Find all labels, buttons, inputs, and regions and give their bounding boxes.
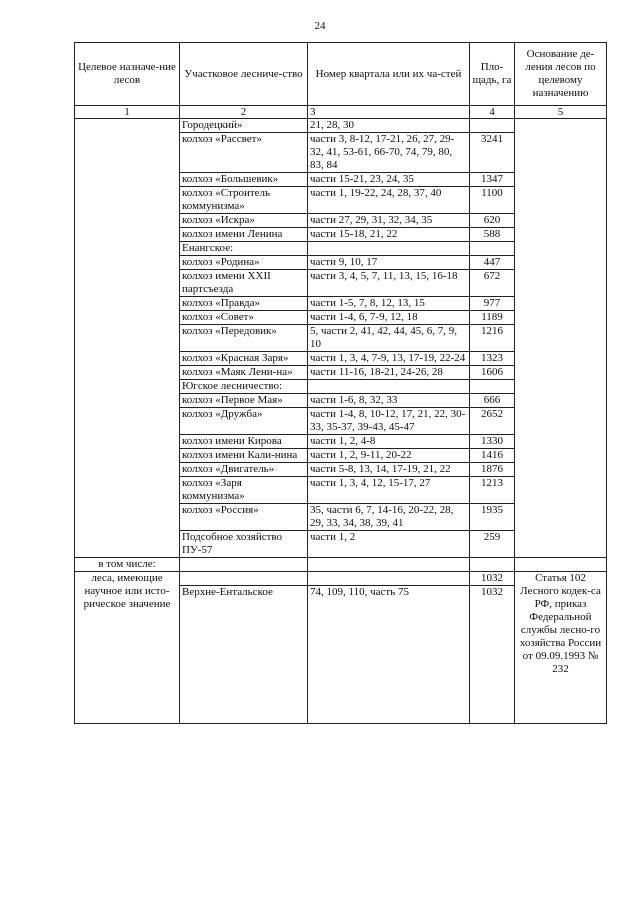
forestry-cell: колхоз «Россия» (180, 504, 308, 531)
header-area: Пло-щадь, га (470, 43, 515, 106)
forestry-cell: колхоз имени Ленина (180, 228, 308, 242)
area-cell: 1213 (470, 477, 515, 504)
quarters-cell: части 1, 2, 4-8 (308, 435, 470, 449)
section2-total-area: 1032 (470, 572, 515, 586)
quarters-cell: 35, части 6, 7, 14-16, 20-22, 28, 29, 33, 34, 38, 39, 41 (308, 504, 470, 531)
forestry-cell: колхоз «Дружба» (180, 408, 308, 435)
empty-cell (308, 572, 470, 586)
quarters-cell: части 1, 2, 9-11, 20-22 (308, 449, 470, 463)
forestry-cell: колхоз «Большевик» (180, 173, 308, 187)
forestry-cell: Городецкий» (180, 119, 308, 133)
quarters-cell: 5, части 2, 41, 42, 44, 45, 6, 7, 9, 10 (308, 325, 470, 352)
quarters-cell: части 1, 3, 4, 12, 15-17, 27 (308, 477, 470, 504)
area-cell (470, 380, 515, 394)
column-number-row (75, 106, 607, 119)
quarters-cell: части 15-18, 21, 22 (308, 228, 470, 242)
quarters-cell: части 1-4, 6, 7-9, 12, 18 (308, 311, 470, 325)
area-cell: 447 (470, 256, 515, 270)
column-number: 1 (75, 106, 180, 119)
forestry-cell: колхоз имени XXII партсъезда (180, 270, 308, 297)
header-basis: Основание де-ления лесов по целевому назначению (515, 43, 607, 106)
empty-cell (180, 558, 308, 572)
quarters-cell: части 11-16, 18-21, 24-26, 28 (308, 366, 470, 380)
section2-forestry: Верхне-Ентальское (180, 586, 308, 724)
quarters-cell: части 1, 19-22, 24, 28, 37, 40 (308, 187, 470, 214)
header-row (75, 43, 607, 106)
quarters-cell: части 9, 10, 17 (308, 256, 470, 270)
area-cell: 666 (470, 394, 515, 408)
quarters-cell: части 5-8, 13, 14, 17-19, 21, 22 (308, 463, 470, 477)
area-cell: 1323 (470, 352, 515, 366)
forestry-cell: колхоз «Родина» (180, 256, 308, 270)
forestry-cell: колхоз «Передовик» (180, 325, 308, 352)
area-cell: 1330 (470, 435, 515, 449)
section2-total-row (75, 572, 607, 586)
section2-quarters: 74, 109, 110, часть 75 (308, 586, 470, 724)
quarters-cell (308, 242, 470, 256)
area-cell: 1935 (470, 504, 515, 531)
area-cell: 1347 (470, 173, 515, 187)
quarters-cell: 21, 28, 30 (308, 119, 470, 133)
quarters-cell: части 1-4, 8, 10-12, 17, 21, 22, 30-33, 35-37, 39-43, 45-47 (308, 408, 470, 435)
forest-purpose-table (74, 42, 607, 724)
forestry-cell: колхоз «Двигатель» (180, 463, 308, 477)
section2-basis: Статья 102 Лесного кодек-са РФ, приказ Федеральной службы лесно-го хозяйства России от 09.09.1993 № 232 (515, 572, 607, 724)
page-number: 24 (314, 20, 326, 32)
section2-purpose: леса, имеющие научное или исто-рическое значение (75, 572, 180, 724)
forestry-cell: колхоз «Рассвет» (180, 133, 308, 173)
area-cell (470, 242, 515, 256)
quarters-cell: части 15-21, 23, 24, 35 (308, 173, 470, 187)
area-cell: 672 (470, 270, 515, 297)
area-cell: 1876 (470, 463, 515, 477)
forestry-cell: колхоз имени Кирова (180, 435, 308, 449)
empty-cell (515, 558, 607, 572)
including-label: в том числе: (75, 558, 180, 572)
quarters-cell (308, 380, 470, 394)
area-cell: 1606 (470, 366, 515, 380)
forestry-cell: колхоз «Совет» (180, 311, 308, 325)
area-cell: 620 (470, 214, 515, 228)
area-cell (470, 119, 515, 133)
area-cell: 977 (470, 297, 515, 311)
forestry-cell: колхоз «Красная Заря» (180, 352, 308, 366)
empty-cell (470, 558, 515, 572)
basis-cell-empty (515, 119, 607, 558)
forestry-cell: колхоз «Первое Мая» (180, 394, 308, 408)
section2-area: 1032 (470, 586, 515, 724)
empty-cell (180, 572, 308, 586)
forestry-cell: колхоз «Заря коммунизма» (180, 477, 308, 504)
area-cell: 1416 (470, 449, 515, 463)
area-cell: 1216 (470, 325, 515, 352)
header-quarters: Номер квартала или их ча-стей (308, 43, 470, 106)
table-row (75, 119, 607, 133)
quarters-cell: части 1, 2 (308, 531, 470, 558)
area-cell: 259 (470, 531, 515, 558)
quarters-cell: части 3, 8-12, 17-21, 26, 27, 29-32, 41, 53-61, 66-70, 74, 79, 80, 83, 84 (308, 133, 470, 173)
empty-cell (308, 558, 470, 572)
including-row (75, 558, 607, 572)
forestry-cell: колхоз «Строитель коммунизма» (180, 187, 308, 214)
column-number: 3 (308, 106, 470, 119)
quarters-cell: части 27, 29, 31, 32, 34, 35 (308, 214, 470, 228)
forestry-cell: колхоз имени Кали-нина (180, 449, 308, 463)
header-forestry: Участковое лесниче-ство (180, 43, 308, 106)
column-number: 5 (515, 106, 607, 119)
area-cell: 588 (470, 228, 515, 242)
area-cell: 1189 (470, 311, 515, 325)
quarters-cell: части 1-5, 7, 8, 12, 13, 15 (308, 297, 470, 311)
forestry-cell: Подсобное хозяйство ПУ-57 (180, 531, 308, 558)
forestry-cell: колхоз «Правда» (180, 297, 308, 311)
forestry-cell: колхоз «Искра» (180, 214, 308, 228)
quarters-cell: части 1-6, 8, 32, 33 (308, 394, 470, 408)
area-cell: 3241 (470, 133, 515, 173)
area-cell: 2652 (470, 408, 515, 435)
quarters-cell: части 3, 4, 5, 7, 11, 13, 15, 16-18 (308, 270, 470, 297)
forestry-cell: Енангское: (180, 242, 308, 256)
forestry-cell: колхоз «Маяк Лени-на» (180, 366, 308, 380)
header-purpose: Целевое назначе-ние лесов (75, 43, 180, 106)
column-number: 2 (180, 106, 308, 119)
area-cell: 1100 (470, 187, 515, 214)
column-number: 4 (470, 106, 515, 119)
quarters-cell: части 1, 3, 4, 7-9, 13, 17-19, 22-24 (308, 352, 470, 366)
purpose-cell-empty (75, 119, 180, 558)
forestry-cell: Югское лесничество: (180, 380, 308, 394)
